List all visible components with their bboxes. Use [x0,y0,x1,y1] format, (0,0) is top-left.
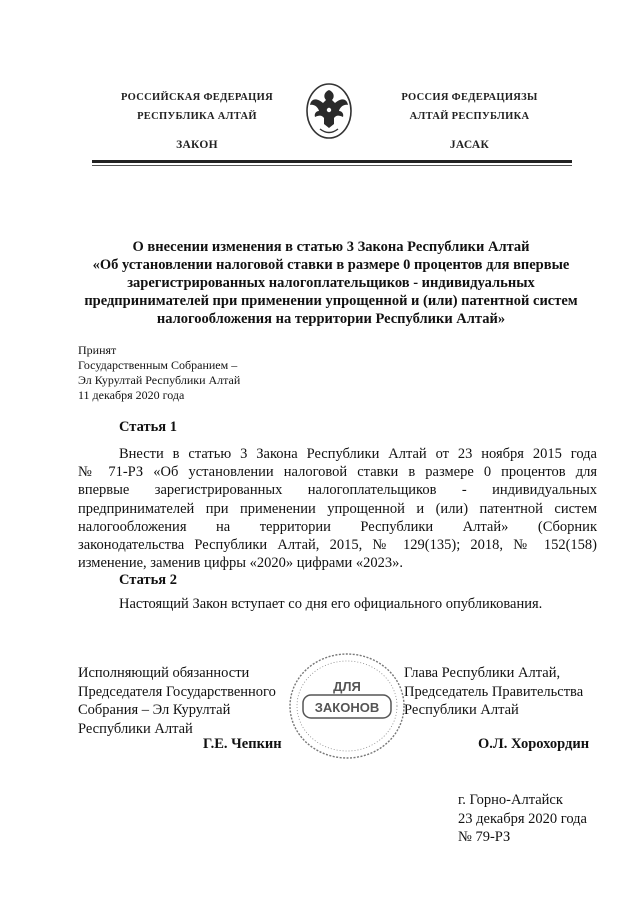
article-1-line: Внести в статью 3 Закона Республики Алтай от 23 ноября 2015 года [119,446,597,462]
place-date-number [458,791,587,847]
signatory-left-line: Собрания – Эл Курултай [78,702,231,718]
signatory-left-name: Г.Е. Чепкин [203,736,282,752]
signing-date: 23 декабря 2020 года [458,810,587,827]
article-1-line: предпринимателей при применении упрощенной и (или) патентной систем [78,500,597,517]
article-1-line: изменение, заменив цифры «2020» цифрами «2023». [78,555,404,572]
signatory-right-name: О.Л. Хорохордин [478,736,590,752]
signatory-right-line: Глава Республики Алтай, [404,665,561,681]
signatory-right-line: Республики Алтай [404,702,519,718]
article-1-line: законодательства Республики Алтай, 2015, № 129(135); 2018, № 152(158) [78,536,597,553]
altai-republic-coat-of-arms-icon [303,80,355,142]
stamp-text-main: ЗАКОНОВ [314,700,380,715]
adoption-line: Государственным Собранием – [78,358,238,372]
law-title-line: предпринимателей при применении упрощенной и (или) патентной систем [84,293,578,309]
signatory-right-line: Председатель Правительства [404,683,584,700]
stamp-text-top: ДЛЯ [333,679,361,694]
header-right-line-2: АЛТАЙ РЕСПУБЛИКА [409,111,530,122]
adoption-line: Принят [78,343,117,357]
header-left-line-1: РОССИЙСКАЯ ФЕДЕРАЦИЯ [121,92,273,103]
signatory-left-line: Исполняющий обязанности [78,665,250,681]
law-title-line: «Об установлении налоговой ставки в размере 0 процентов для впервые [92,257,570,273]
legal-stamp [287,651,407,761]
signatory-left-line: Председателя Государственного [78,683,276,700]
article-1-text [78,445,597,572]
law-title-line: налогообложения на территории Республики Алтай» [156,311,506,327]
signatory-left-position [78,664,276,738]
article-2-text: Настоящий Закон вступает со дня его официального опубликования. [119,596,543,612]
header-rule-thick [92,160,572,163]
article-1-line: впервые зарегистрированных налогоплательщиков - индивидуальных [78,482,597,499]
header-rule-thin [92,165,572,166]
header-left-doc-type: ЗАКОН [176,139,218,151]
adoption-line: Эл Курултай Республики Алтай [78,373,241,387]
article-2-heading: Статья 2 [119,572,177,588]
header-left-line-2: РЕСПУБЛИКА АЛТАЙ [137,111,257,122]
header-right-doc-type: JАСАК [449,139,490,151]
adoption-info [78,343,240,403]
adoption-date: 11 декабря 2020 года [78,388,185,402]
article-1-line: налогообложения на территории Республики Алтай» (Сборник [78,518,597,535]
header-right-line-1: РОССИЯ ФЕДЕРАЦИЯЗЫ [401,92,538,103]
article-1-line: № 71-РЗ «Об установлении налоговой ставки в размере 0 процентов для [78,464,597,481]
signatory-right-position [404,664,583,720]
article-1-heading: Статья 1 [119,419,177,435]
place: г. Горно-Алтайск [458,792,563,808]
law-number: № 79-РЗ [458,829,511,845]
signatory-left-line: Республики Алтай [78,720,193,737]
law-title-line: О внесении изменения в статью 3 Закона Республики Алтай [132,239,530,255]
law-title [70,238,592,328]
law-title-line: зарегистрированных налогоплательщиков - индивидуальных [127,275,535,291]
